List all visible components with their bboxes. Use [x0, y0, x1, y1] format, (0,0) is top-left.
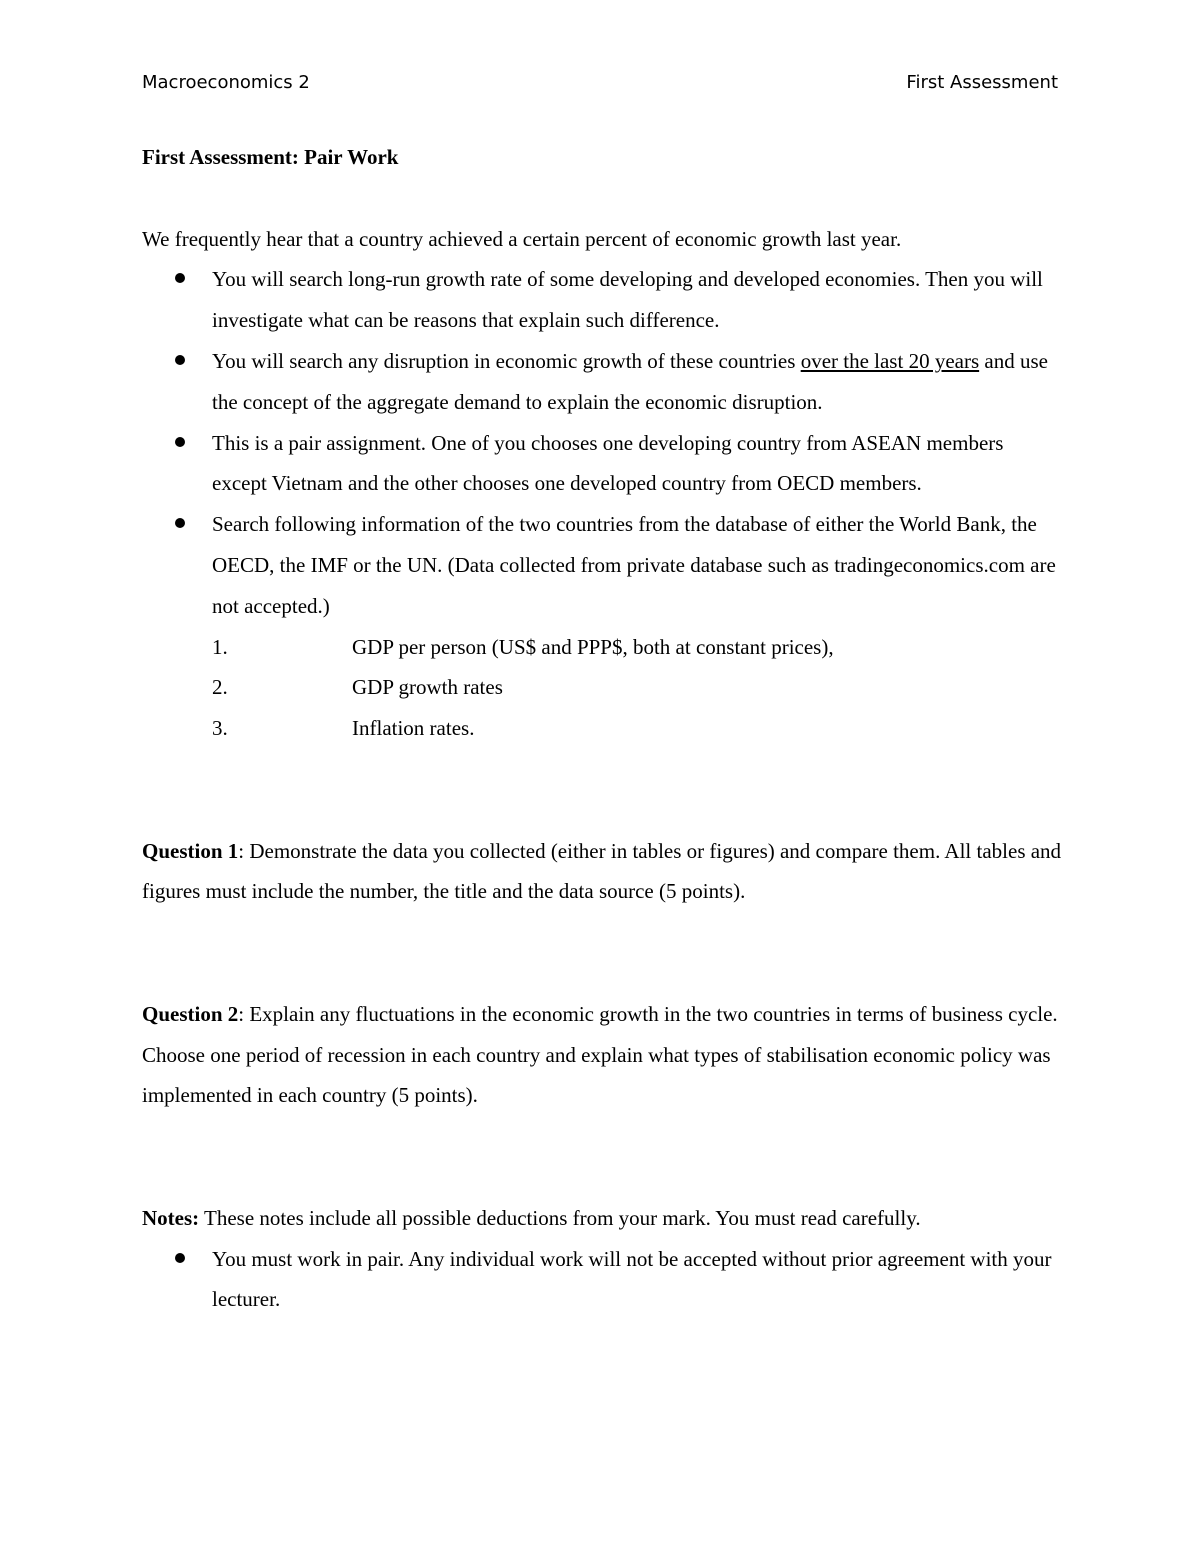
item-number: 1.	[212, 634, 228, 659]
list-item	[142, 504, 1062, 749]
notes-bullet-list	[142, 1239, 1062, 1321]
spacer	[142, 749, 1062, 831]
intro-paragraph: We frequently hear that a country achieved a certain percent of economic growth last year.	[142, 226, 902, 251]
bullet-text-after: and use the concept of the aggregate demand to explain the economic disruption.	[212, 348, 1048, 414]
list-item	[142, 1239, 1062, 1321]
spacer	[142, 912, 1062, 994]
item-text: GDP per person (US$ and PPP$, both at constant prices),	[352, 634, 834, 659]
list-item	[212, 627, 1062, 668]
bullet-icon	[175, 273, 185, 283]
item-text: GDP growth rates	[352, 675, 503, 700]
page-header	[142, 72, 1058, 102]
question-2-label: Question 2	[142, 1001, 239, 1026]
question-2	[142, 994, 1062, 1116]
question-1-label: Question 1	[142, 838, 239, 863]
list-item	[142, 259, 1062, 341]
notes-text: These notes include all possible deductions from your mark. You must read carefully.	[199, 1205, 921, 1230]
header-assessment: First Assessment	[906, 72, 1058, 93]
item-number: 2.	[212, 675, 228, 700]
question-1-text: : Demonstrate the data you collected (either in tables or figures) and compare them. All tables and figures must include the number, the title and the data source (5 points).	[142, 838, 1062, 904]
header-course: Macroeconomics 2	[142, 72, 310, 93]
task-bullet-list	[142, 259, 1062, 749]
bullet-icon	[175, 355, 185, 365]
bullet-text: You will search long-run growth rate of some developing and developed economies. Then you will investigate what can be reasons that explain such difference.	[212, 267, 1043, 333]
notes-paragraph	[142, 1198, 1062, 1239]
list-item	[212, 667, 1062, 708]
list-item	[142, 341, 1062, 423]
question-2-text: : Explain any fluctuations in the economic growth in the two countries in terms of business cycle. Choose one period of recession in each country and explain what types of stabilisation economic policy was implemented in each country (5 points).	[142, 1001, 1058, 1108]
spacer	[142, 1116, 1062, 1198]
bullet-icon	[175, 518, 185, 528]
question-1	[142, 831, 1062, 913]
list-item	[212, 708, 1062, 749]
data-item-list	[212, 627, 1062, 749]
item-number: 3.	[212, 716, 228, 741]
bullet-icon	[175, 1253, 185, 1263]
notes-label: Notes:	[142, 1205, 200, 1230]
document-body	[142, 137, 1062, 1320]
bullet-text: Search following information of the two countries from the database of either the World Bank, the OECD, the IMF or the UN. (Data collected from private database such as tradingeconomics.com are not accepted.)	[212, 512, 1056, 618]
item-text: Inflation rates.	[352, 716, 475, 741]
bullet-underlined-text: over the last 20 years	[800, 348, 980, 373]
list-item	[142, 423, 1062, 505]
bullet-text: This is a pair assignment. One of you chooses one developing country from ASEAN members except Vietnam and the other chooses one developed country from OECD members.	[212, 430, 1004, 496]
bullet-icon	[175, 437, 185, 447]
document-title: First Assessment: Pair Work	[142, 145, 399, 169]
bullet-text: You must work in pair. Any individual work will not be accepted without prior agreement with your lecturer.	[212, 1246, 1052, 1312]
bullet-text-before: You will search any disruption in economic growth of these countries	[212, 348, 801, 373]
